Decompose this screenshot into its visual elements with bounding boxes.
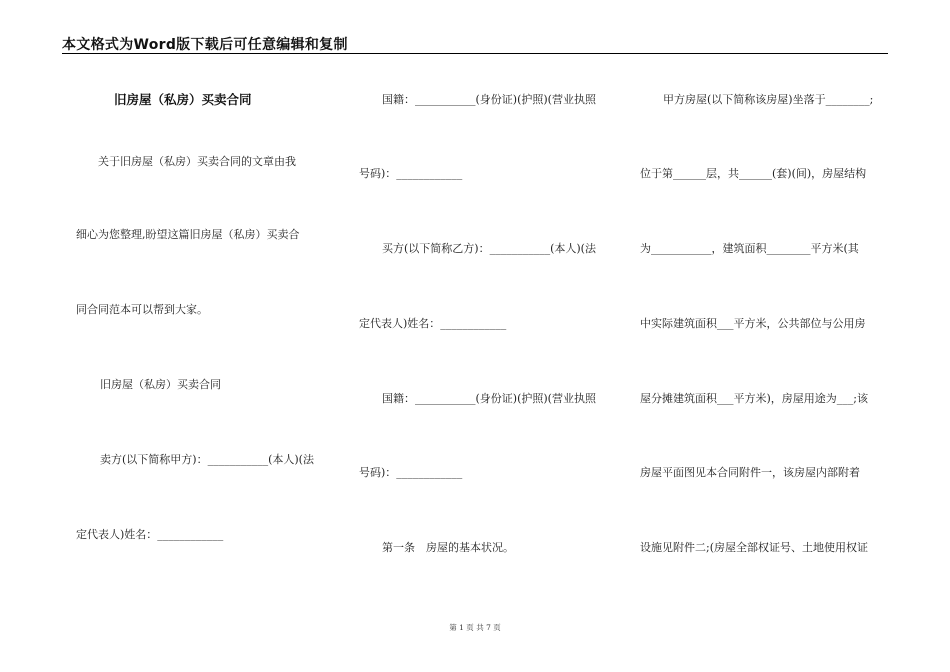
page-number: 第 1 页 共 7 页 bbox=[449, 623, 501, 632]
paragraph-line: 关于旧房屋（私房）买卖合同的文章由我 bbox=[98, 155, 296, 168]
paragraph-line: 号码)：____________ bbox=[359, 466, 463, 479]
paragraph-line: 国籍：___________(身份证)(护照)(营业执照 bbox=[382, 392, 596, 405]
paragraph-line: 号码)：____________ bbox=[359, 167, 463, 180]
paragraph-line: 买方(以下简称乙方)：___________(本人)(法 bbox=[382, 242, 596, 255]
paragraph-line: 甲方房屋(以下简称该房屋)坐落于________; bbox=[663, 93, 874, 106]
paragraph-line: 定代表人)姓名：____________ bbox=[359, 317, 507, 330]
paragraph-line: 同合同范本可以帮到大家。 bbox=[76, 303, 208, 316]
paragraph-line: 屋分摊建筑面积___平方米)，房屋用途为___;该 bbox=[640, 392, 868, 405]
paragraph-line: 国籍：___________(身份证)(护照)(营业执照 bbox=[382, 93, 596, 106]
section-heading: 旧房屋（私房）买卖合同 bbox=[100, 378, 221, 391]
paragraph-line: 房屋平面图见本合同附件一，该房屋内部附着 bbox=[640, 466, 860, 479]
paragraph-line: 卖方(以下简称甲方)：___________(本人)(法 bbox=[100, 453, 314, 466]
document-header: 本文格式为Word版下载后可任意编辑和复制 bbox=[62, 37, 348, 53]
paragraph-line: 定代表人)姓名：____________ bbox=[76, 528, 224, 541]
paragraph-line: 位于第______层，共______(套)(间)，房屋结构 bbox=[640, 167, 867, 180]
paragraph-line: 为___________，建筑面积________平方米(其 bbox=[640, 242, 859, 255]
paragraph-line: 设施见附件二;(房屋全部权证号、土地使用权证 bbox=[640, 541, 868, 554]
paragraph-line: 细心为您整理,盼望这篇旧房屋（私房）买卖合 bbox=[76, 228, 300, 241]
header-rule bbox=[62, 53, 888, 54]
contract-title: 旧房屋（私房）买卖合同 bbox=[114, 92, 252, 107]
paragraph-line: 中实际建筑面积___平方米，公共部位与公用房 bbox=[640, 317, 866, 330]
article-heading: 第一条 房屋的基本状况。 bbox=[382, 541, 514, 554]
